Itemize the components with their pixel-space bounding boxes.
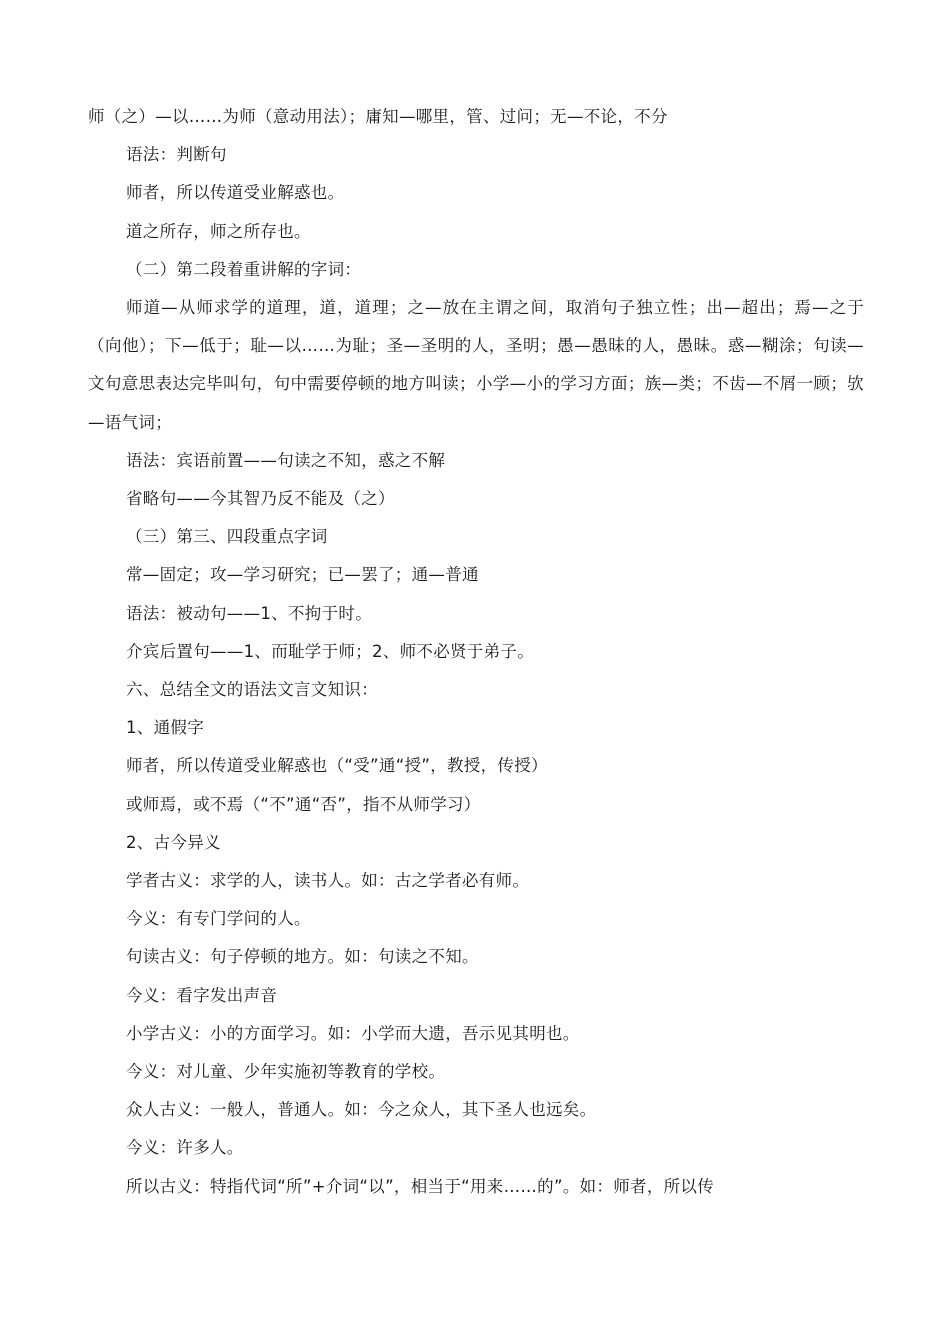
document-body — [88, 98, 864, 1206]
paragraph-grammar-ellipsis: 省略句——今其智乃反不能及（之） — [126, 489, 395, 509]
paragraph-judou-ancient: 句读古义：句子停顿的地方。如：句读之不知。 — [126, 947, 479, 967]
paragraph-xuezhe-ancient: 学者古义：求学的人，读书人。如：古之学者必有师。 — [126, 871, 530, 891]
paragraph-xiaoxue-modern: 今义：对儿童、少年实施初等教育的学校。 — [126, 1062, 446, 1082]
paragraph-third-section-vocabulary: 常—固定；攻—学习研究；已—罢了；通—普通 — [126, 565, 479, 585]
paragraph-grammar-judgment: 语法：判断句 — [126, 145, 227, 165]
paragraph-second-section-vocabulary: 师道—从师求学的道理，道，道理；之—放在主谓之间，取消句子独立性；出—超出；焉—之于（向他）；下—低于；耻—以……为耻；圣—圣明的人，圣明；愚—愚昧的人，愚昧。惑—糊涂；句读—文句意思表达完毕叫句，句中需要停顿的地方叫读；小学—小的学习方面；族—类；不齿—不屑一顾；欤—语气词； — [88, 298, 864, 432]
paragraph-xuezhe-modern: 今义：有专门学问的人。 — [126, 909, 311, 929]
paragraph-grammar-postposition: 介宾后置句——1、而耻学于师；2、师不必贤于弟子。 — [126, 641, 534, 661]
paragraph-example-teacher: 师者，所以传道受业解惑也。 — [126, 183, 345, 203]
paragraph-grammar-passive: 语法：被动句——1、不拘于时。 — [126, 603, 372, 623]
subheading-tongjiazi: 1、通假字 — [126, 718, 204, 738]
paragraph-example-dao: 道之所存，师之所存也。 — [126, 221, 311, 241]
section-heading-summary: 六、总结全文的语法文言文知识： — [126, 680, 378, 700]
paragraph-vocabulary-first-section: 师（之）—以……为师（意动用法）；庸知—哪里，管、过问；无—不论，不分 — [88, 107, 668, 126]
paragraph-zhongren-modern: 今义：许多人。 — [126, 1138, 244, 1158]
subheading-ancient-modern-meaning: 2、古今异义 — [126, 832, 221, 852]
paragraph-tongjiazi-example-1: 师者，所以传道受业解惑也（“受”通“授”，教授，传授） — [126, 756, 548, 776]
section-heading-second-paragraph: （二）第二段着重讲解的字词： — [126, 259, 362, 279]
paragraph-tongjiazi-example-2: 或师焉，或不焉（“不”通“否”，指不从师学习） — [126, 794, 481, 814]
section-heading-third-fourth: （三）第三、四段重点字词 — [126, 527, 328, 547]
paragraph-xiaoxue-ancient: 小学古义：小的方面学习。如：小学而大遗，吾示见其明也。 — [126, 1023, 580, 1043]
paragraph-grammar-object-preposing: 语法：宾语前置——句读之不知，惑之不解 — [126, 450, 446, 470]
paragraph-suoyi-ancient: 所以古义：特指代词“所”+介词“以”，相当于“用来……的”。如：师者，所以传 — [126, 1176, 715, 1196]
paragraph-zhongren-ancient: 众人古义：一般人，普通人。如：今之众人，其下圣人也远矣。 — [126, 1100, 597, 1120]
paragraph-judou-modern: 今义：看字发出声音 — [126, 985, 278, 1005]
